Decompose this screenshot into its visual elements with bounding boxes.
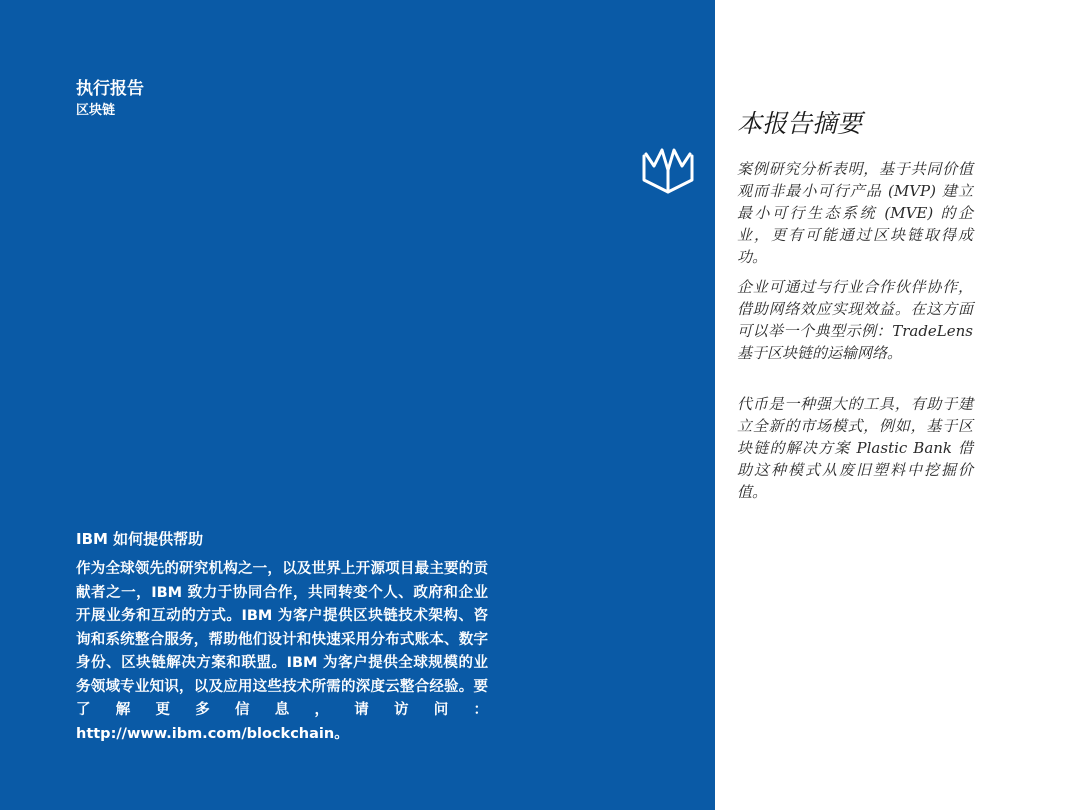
summary-paragraph-2: 企业可通过与行业合作伙伴协作，借助网络效应实现效益。在这方面可以举一个典型示例：TradeLens 基于区块链的运输网络。 <box>737 278 973 362</box>
summary-title: 本报告摘要 <box>737 109 863 138</box>
help-section-title: IBM 如何提供帮助 <box>76 530 204 548</box>
report-topic-label: 区块链 <box>76 103 116 118</box>
open-book-icon <box>640 140 696 196</box>
summary-paragraph-3: 代币是一种强大的工具，有助于建立全新的市场模式，例如，基于区块链的解决方案 Plastic Bank 借助这种模式从废旧塑料中挖掘价值。 <box>737 395 973 501</box>
help-section-body: 作为全球领先的研究机构之一，以及世界上开源项目最主要的贡献者之一，IBM 致力于协同合作，共同转变个人、政府和企业开展业务和互动的方式。IBM 为客户提供区块链技术架构、咨询和系统整合服务，帮助他们设计和快速采用分布式账本、数字身份、区块链解决方案和联盟。IBM 为客户提供全球规模的业务领域专业知识，以及应用这些技术所需的深度云整合经验。要了解更多信息，请访问：http://www.ibm.com/blockchain。 <box>76 561 488 742</box>
summary-paragraph-1: 案例研究分析表明，基于共同价值观而非最小可行产品 (MVP) 建立最小可行生态系统 (MVE) 的企业，更有可能通过区块链取得成功。 <box>737 160 973 266</box>
report-type-label: 执行报告 <box>76 79 144 99</box>
